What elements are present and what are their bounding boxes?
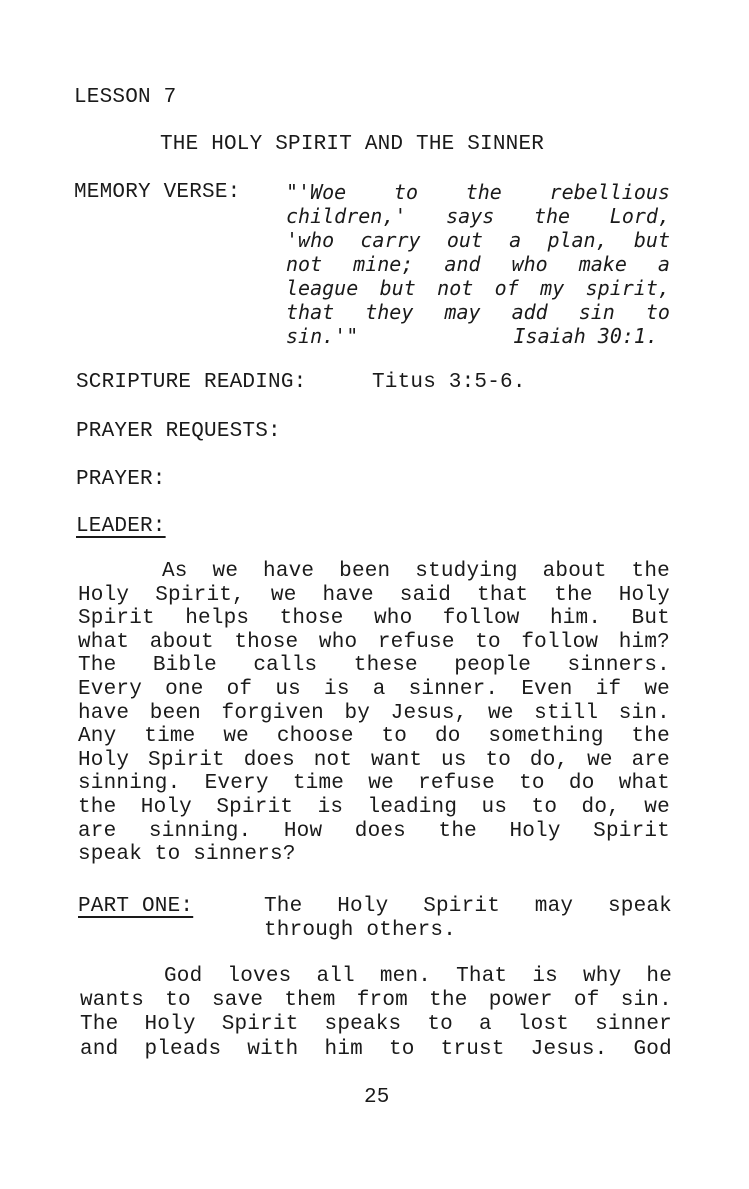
paragraph-line: sinning. Every time we refuse to do what	[78, 772, 670, 796]
paragraph-line: Spirit helps those who follow him. But	[78, 607, 670, 631]
memory-verse-word: that	[286, 300, 335, 324]
scripture-reading-value: Titus 3:5-6.	[372, 371, 526, 394]
paragraph-line: Every one of us is a sinner. Even if we	[78, 678, 670, 701]
memory-verse-word: a	[509, 228, 522, 252]
memory-verse-word: spirit,	[585, 276, 670, 300]
paragraph-line: and pleads with him to trust Jesus. God	[80, 1037, 672, 1061]
prayer-label: PRAYER:	[76, 468, 166, 491]
paragraph-line: wants to save them from the power of sin.	[80, 989, 672, 1013]
memory-verse-word: children,'	[286, 204, 407, 228]
memory-verse-word: and	[444, 252, 481, 276]
paragraph-line: are sinning. How does the Holy Spirit	[78, 819, 670, 843]
leader-label: LEADER:	[76, 515, 166, 538]
paragraph-line: speak to sinners?	[78, 843, 296, 867]
paragraph-line: the Holy Spirit is leading us to do, we	[78, 796, 670, 819]
paragraph-line: As we have been studying about the	[162, 560, 670, 583]
paragraph-line: what about those who refuse to follow him?	[78, 630, 670, 654]
memory-verse-word: but	[379, 276, 416, 300]
memory-verse-word: to	[393, 180, 419, 204]
memory-verse-word: the	[533, 204, 571, 228]
memory-verse-line	[286, 324, 658, 348]
memory-verse-word: not	[437, 276, 474, 300]
memory-verse-word: to	[645, 300, 670, 324]
memory-verse-word: make	[578, 252, 627, 276]
memory-verse-word: my	[540, 276, 565, 300]
memory-verse-line	[286, 180, 670, 204]
memory-verse-line	[286, 300, 670, 324]
memory-verse-word: out	[446, 228, 483, 252]
memory-verse-word: rebellious	[549, 180, 670, 204]
memory-verse-word: add	[511, 300, 548, 324]
memory-verse-line	[286, 276, 670, 300]
prayer-requests-label: PRAYER REQUESTS:	[76, 420, 281, 443]
memory-verse-line	[286, 252, 670, 276]
part-one-heading-line: through others.	[264, 919, 457, 942]
memory-verse-word: mine;	[353, 252, 414, 276]
memory-verse-word: but	[633, 228, 670, 252]
paragraph-line: Holy Spirit does not want us to do, we are	[78, 748, 670, 772]
memory-verse-word: 'who	[286, 228, 335, 252]
memory-verse-label: MEMORY VERSE:	[74, 181, 241, 204]
memory-verse-word: they	[365, 300, 414, 324]
scripture-reading-label: SCRIPTURE READING:	[76, 371, 307, 394]
memory-verse-word: plan,	[547, 228, 608, 252]
lesson-number: LESSON 7	[74, 86, 177, 109]
paragraph-line: The Bible calls these people sinners.	[78, 654, 670, 678]
paragraph-line: The Holy Spirit speaks to a lost sinner	[80, 1013, 672, 1037]
memory-verse-word: not	[286, 252, 323, 276]
memory-verse-word: a	[657, 252, 670, 276]
paragraph-line: Any time we choose to do something the	[78, 725, 670, 749]
part-one-label: PART ONE:	[78, 895, 194, 918]
lesson-title: THE HOLY SPIRIT AND THE SINNER	[160, 133, 545, 156]
memory-verse-word: carry	[360, 228, 421, 252]
memory-verse-word: the	[465, 180, 502, 204]
paragraph-line: have been forgiven by Jesus, we still sin.	[78, 701, 670, 725]
memory-verse-word: may	[444, 300, 481, 324]
memory-verse-word: who	[511, 252, 548, 276]
paragraph-line: God loves all men. That is why he	[164, 965, 672, 988]
memory-verse-word: sin	[578, 300, 615, 324]
part-one-heading-line: The Holy Spirit may speak	[264, 895, 672, 918]
memory-verse-word: Lord,	[609, 204, 670, 228]
memory-verse-word: of	[494, 276, 519, 300]
memory-verse-word: says	[446, 204, 495, 228]
memory-verse-word: "'Woe	[286, 180, 347, 204]
memory-verse-word: league	[286, 276, 359, 300]
memory-verse-line	[286, 204, 670, 228]
paragraph-line: Holy Spirit, we have said that the Holy	[78, 583, 670, 607]
memory-verse-line	[286, 228, 670, 252]
memory-verse-word: Isaiah 30:1.	[513, 324, 658, 348]
page-number: 25	[364, 1086, 390, 1109]
memory-verse-word: sin.'"	[286, 324, 359, 348]
